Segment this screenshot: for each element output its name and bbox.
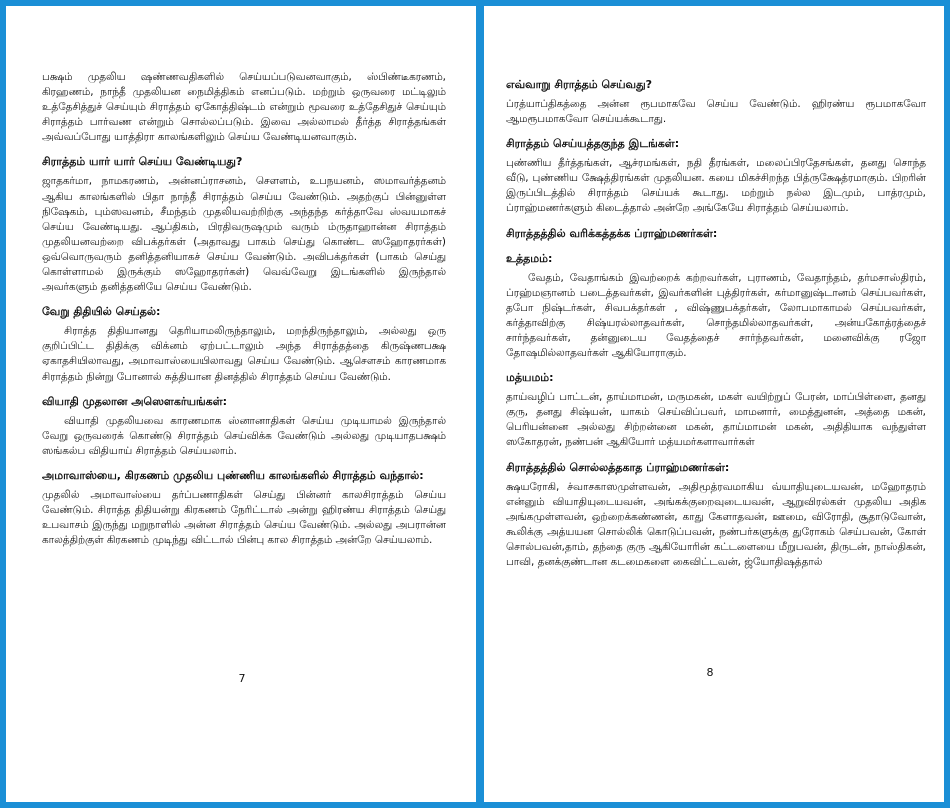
section-heading: எவ்வாறு சிராத்தம் செய்வது? xyxy=(506,78,652,91)
paragraph: தாய்வழிப் பாட்டன், தாய்மாமன், மருமகன், மகள் வயிற்றுப் பேரன், மாப்பிள்ளை, தனது குரு, தனது சிஷ்யன், யாகம் செய்விப்பவர், மாமனார், மைத்துனன், அத்தை மகன், பெரியன்னை அல்லது சிற்றன்னை மகன், தாய்மாமன் மகன், அதிதியாக வந்துள்ள ஸகோதரன், நண்பன் ஆகியோர் மத்யமர்களாவார்கள் xyxy=(506,391,926,449)
section-heading: சிராத்தம் யார் யார் செய்ய வேண்டியது? xyxy=(42,155,243,169)
page-number: 8 xyxy=(706,666,714,679)
section-heading: சிராத்தம் செய்யத்தகுந்த இடங்கள்: xyxy=(506,137,680,151)
paragraph: புண்ணிய தீர்த்தங்கள், ஆச்ரமங்கள், நதி தீரங்கள், மலைப்பிரதேசங்கள், தனது சொந்த வீடு, புண்ணிய க்ஷேத்திரங்கள் முதலியன. கயை மிகச்சிறந்த பித்ருக்ஷேத்ரமாகும். பிறரின் இருப்பிடத்தில் சிராத்தம் செய்யக் கூடாது. மற்றும் நல்ல இடமும், பாத்ரமும், ப்ராஹ்மணர்களும் கிடைத்தால் அன்றே அங்கேயே சிராத்தம் செய்யலாம். xyxy=(506,157,926,215)
paragraph: பக்ஷம் முதலிய ஷண்ணவதிகளில் செய்யப்படுவனவாகும், ஸ்பிண்டீகரணம், கிரஹணம், நாந்தீ முதலியன நைமித்திகம் எனப்படும். மற்றும் ஒருவரை மட்டிலும் உத்தேசித்துச் செய்யும் சிராத்தம் ஏகோத்திஷ்டம் என்றும் மூவரை உத்தேசிதுச் செய்யும் சிராத்தம் பார்வண என்றும் சொல்லப்படும். இவை அல்லாமல் தீர்த்த சிராத்தங்கள் அவ்வப்போது யாத்திரா காலங்களிலும் செய்ய வேண்டியனவாகும். xyxy=(42,71,446,144)
section-heading: சிராத்தத்தில் சொல்லத்தகாத ப்ராஹ்மணர்கள்: xyxy=(506,460,730,474)
paragraph: ஜாதகர்மா, நாமகரணம், அன்னப்ராசனம், சௌளம், உபநயனம், ஸமாவர்த்தனம் ஆகிய காலங்களில் பிதா நாந்தீ சிராத்தம் செய்ய வேண்டும். அதற்குப் பின்னுள்ள நிஷேகம், பும்ஸவனம், சீமந்தம் முதலியவற்றிற்கு அந்தந்த கர்த்தாவே ஸ்வயமாகச் செய்ய வேண்டியது. ஆப்திகம், பிரதிவருஷமும் வரும் ம்ருதாஹான்ன சிராத்தம் முதலியனவற்றை விபக்தர்கள் (அதாவது பாகம் செய்து கொண்ட ஸஹோதரர்கள்) ஒவ்வொருவரும் தனித்தனியாகச் செய்ய வேண்டும். அவிபக்தர்கள் (பாகம் செய்து கொள்ளாமல் இருக்கும் ஸஹோதரர்கள்) வெவ்வேறு இடங்களில் இருந்தால் அவர்களும் தனித்தனியே செய்ய வேண்டும். xyxy=(42,175,446,294)
paragraph: வேதம், வேதாங்கம் இவற்றைக் கற்றவர்கள், புராணம், வேதாந்தம், தர்மசாஸ்திரம், ப்ரஹ்மஞானம் படைத்தவர்கள், இவர்களின் புத்திரர்கள், கர்மானுஷ்டானம் செய்பவர்கள், தபோ நிஷ்டர்கள், சிவபக்தர்கள் , விஷ்ணுபக்தர்கள், லோபமாகாமல் செய்பவர்கள், கர்த்தாவிற்கு சிஷ்யரல்லாதவர்கள், சொந்தமில்லாதவர்கள், அன்யகோத்ரத்தைச் சார்ந்தவர்கள், தன்னுடைய வேதத்தைச் சார்ந்தவர்கள், மனைவிக்கு ரஜோ தோஷமில்லாதவர்கள் ஆகியோராகும். xyxy=(506,271,926,360)
section-heading: சிராத்தத்தில் வரிக்கத்தக்க ப்ராஹ்மணர்கள்: xyxy=(506,226,718,240)
page-number: 7 xyxy=(238,672,246,685)
paragraph: ப்ரத்யாப்திகத்தை அன்ன ரூபமாகவே செய்ய வேண்டும். ஹிரண்ய ரூபமாகவோ ஆமரூபமாகவோ செய்யக்கூடாது. xyxy=(506,98,926,126)
paragraph: சிராத்த திதியானது தெரியாமலிருந்தாலும், மறந்திருந்தாலும், அல்லது ஒரு குறிப்பிட்ட திதிக்கு விக்னம் ஏற்பட்டாலும் அந்த சிராத்தத்தை கிருஷ்ணபக்ஷ ஏகாதசியிலாவது, அமாவாஸ்யையிலாவது செய்ய வேண்டும். ஆசௌசம் காரணமாக சிராத்தம் நின்று போனால் சுத்தியான தினத்தில் சிராத்தம் செய்ய வேண்டும். xyxy=(42,325,446,383)
section-heading: அமாவாஸ்யை, கிரகணம் முதலிய புண்ணிய காலங்களில் சிராத்தம் வந்தால்: xyxy=(42,468,424,482)
section-heading: வியாதி முதலான அஸௌகர்யங்கள்: xyxy=(42,394,228,408)
section-heading: வேறு திதியில் செய்தல்: xyxy=(42,305,161,319)
paragraph: வியாதி முதலியவை காரணமாக ஸ்னானாதிகள் செய்ய முடியாமல் இருந்தால் வேறு ஒருவரைக் கொண்டு சிராத்தம் செய்விக்க வேண்டும் அல்லது முடியாதபக்ஷம் ஸங்கல்ப விதியாய் சிராத்தம் செய்யலாம். xyxy=(42,414,446,457)
subsection-heading: மத்யமம்: xyxy=(506,371,554,385)
paragraph: க்ஷயரோகி, ச்வாசகாஸமுள்ளவன், அதிமூத்ரவமாகிய வ்யாதியுடையவன், மஹோதரம் என்னும் வியாதியுடையவன், அங்கக்குறைவுடையவன், ஆறுவிரல்கள் முதலிய அதிக அங்கமுள்ளவன், ஒற்றைக்கண்ணன், காது கேளாதவன், ஊமை, விரோதி, சூதாடுவோன், கூலிக்கு அத்யயன சொல்லிக் கொடுப்பவன், நண்பர்களுக்கு துரோகம் செய்பவன், கோள் சொல்பவன்,தாம், தந்தை குரு ஆகியோரின் கட்டளையை மீறுபவன், திருடன், நாஸ்திகன், பாவி, தனக்குண்டான கடமைகளை கைவிட்டவன், ஜ்யோதிஷத்தால் xyxy=(506,480,926,568)
subsection-heading: உத்தமம்: xyxy=(506,251,553,265)
right-page xyxy=(484,6,944,802)
left-page xyxy=(6,6,476,802)
paragraph: முதலில் அமாவாஸ்யை தர்ப்பணாதிகள் செய்து பின்னர் காலசிராத்தம் செய்ய வேண்டும். சிராத்த திதியன்று கிரகணம் நேரிட்டால் அன்று ஹிரண்ய சிராத்தம் செய்து உபவாசம் இருந்து மறுநாளில் அன்ன சிராத்தம் செய்ய வேண்டும். அல்லது அபரான்ன காலத்திற்குள் கிரகணம் முடிந்து விட்டால் பின்பு கால சிராத்தம் அன்றே செய்யலாம். xyxy=(42,488,446,547)
